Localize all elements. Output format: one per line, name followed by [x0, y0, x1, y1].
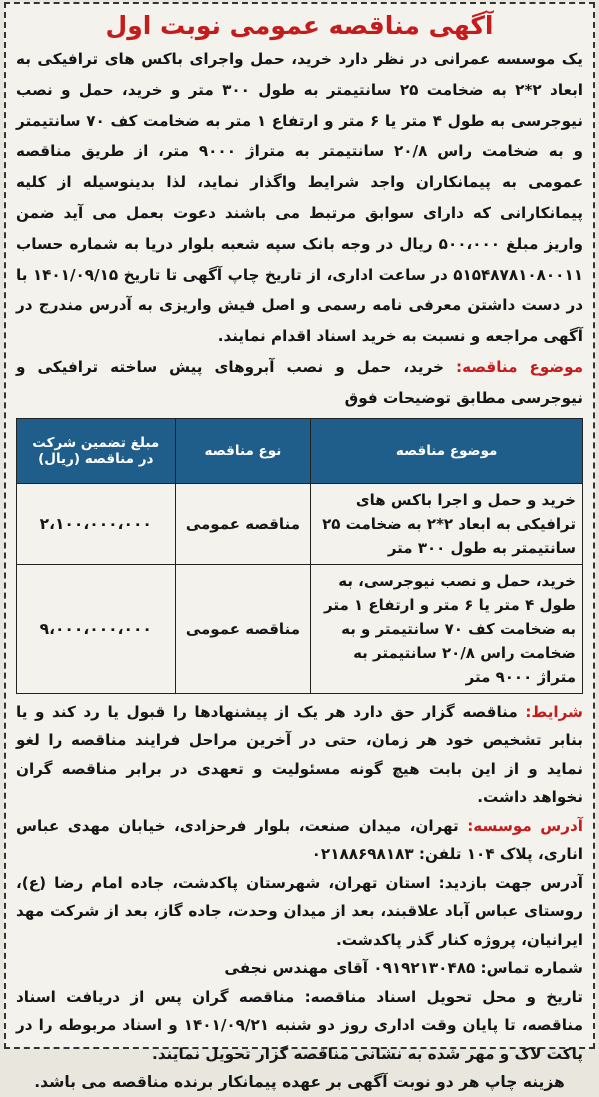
row-subject: خرید و حمل و اجرا باکس های ترافیکی به ابعاد ۲*۲ به ضخامت ۲۵ سانتیمتر به طول ۳۰۰ متر: [311, 483, 583, 564]
subject-line: [16, 352, 583, 414]
table-row: [17, 564, 583, 693]
header-subject: موضوع مناقصه: [311, 418, 583, 483]
details-section: [16, 698, 583, 1097]
address-paragraph: [16, 812, 583, 869]
notice-title: آگهی مناقصه عمومی نوبت اول: [105, 11, 494, 40]
intro-text: یک موسسه عمرانی در نظر دارد خرید، حمل واجرای باکس های ترافیکی به ابعاد ۲*۲ به ضخامت ۲۵ سانتیمتر به طول ۳۰۰ متر و خرید، حمل و نصب نیوجرسی به طول ۴ متر یا ۶ متر و ارتفاع ۱ متر به ضخامت کف ۷۰ سانتیمتر و به ضخامت راس ۲۰/۸ سانتیمتر به متراژ ۹۰۰۰ متر، از طریق مناقصه عمومی به پیمانکاران واجد شرایط واگذار نماید، لذا بدینوسیله از کلیه پیمانکارانی که دارای سوابق مرتبط می باشند دعوت بعمل می آید ضمن واریز مبلغ ۵۰۰،۰۰۰ ریال در وجه بانک سپه شعبه بلوار دریا به شماره حساب ۵۱۵۴۸۷۸۱۰۸۰۰۱۱ در ساعت اداری، از تاریخ چاپ آگهی تا تاریخ ۱۴۰۱/۰۹/۱۵ با در دست داشتن معرفی نامه رسمی و اصل فیش واریزی به آدرس مندرج در آگهی مراجعه و نسبت به خرید اسناد اقدام نمایند.: [16, 50, 584, 346]
contact-number: شماره تماس: ۰۹۱۹۲۱۳۰۴۸۵ آقای مهندس نجفی: [224, 959, 583, 978]
row-amount: ۹،۰۰۰،۰۰۰،۰۰۰: [17, 564, 176, 693]
header-amount: مبلغ تضمین شرکت در مناقصه (ریال): [17, 418, 176, 483]
row-type: مناقصه عمومی: [175, 483, 311, 564]
header-type: نوع مناقصه: [175, 418, 311, 483]
conditions-paragraph: [16, 698, 583, 812]
row-subject: خرید، حمل و نصب نیوجرسی، به طول ۴ متر یا ۶ متر و ارتفاع ۱ متر به ضخامت کف ۷۰ سانتیمتر و به ضخامت راس ۲۰/۸ سانتیمتر به متراژ ۹۰۰۰ متر: [311, 564, 583, 693]
delivery-info: تاریخ و محل تحویل اسناد مناقصه: مناقصه گران پس از دریافت اسناد مناقصه، تا پایان وقت اداری روز دو شنبه ۱۴۰۱/۰۹/۲۱ و اسناد مربوطه را در پاکت لاک و مهر شده به نشانی مناقصه گزار تحویل نمایند.: [16, 987, 583, 1063]
row-type: مناقصه عمومی: [175, 564, 311, 693]
tender-table: [16, 418, 583, 694]
visit-address: آدرس جهت بازدید: استان تهران، شهرستان پاکدشت، جاده امام رضا (ع)، روستای عباس آباد علاقبند، بعد از میدان وحدت، جاده گاز، بعد از شرکت مهد ایرانیان، پروژه کنار گذر پاکدشت.: [16, 873, 583, 949]
intro-paragraph: [16, 44, 583, 414]
subject-text: خرید، حمل و نصب آبروهای پیش ساخته ترافیکی و نیوجرسی مطابق توضیحات فوق: [16, 357, 583, 407]
subject-label: موضوع مناقصه:: [456, 357, 583, 376]
table-row: [17, 483, 583, 564]
footer-note: هزینه چاپ هر دو نوبت آگهی بر عهده پیمانکار برنده مناقصه می باشد.: [34, 1073, 565, 1092]
conditions-text: مناقصه گزار حق دارد هر یک از پیشنهادها را قبول یا رد کند و یا بنابر تشخیص خود هر زمان، حتی در آخرین مراحل فرایند مناقصه را لغو نماید و از این بابت هیچ گونه مسئولیت و تعهدی در برابر مناقصه گران نخواهد داشت.: [16, 702, 583, 807]
address-label: آدرس موسسه:: [467, 816, 583, 835]
table-header-row: [17, 418, 583, 483]
row-amount: ۲،۱۰۰،۰۰۰،۰۰۰: [17, 483, 176, 564]
conditions-label: شرایط:: [525, 702, 583, 721]
address-text: تهران، میدان صنعت، بلوار فرحزادی، خیابان مهدی عباس اناری، پلاک ۱۰۴ تلفن: ۰۲۱۸۸۶۹۸۱۸۳: [16, 816, 583, 864]
tender-notice: [4, 2, 595, 1092]
